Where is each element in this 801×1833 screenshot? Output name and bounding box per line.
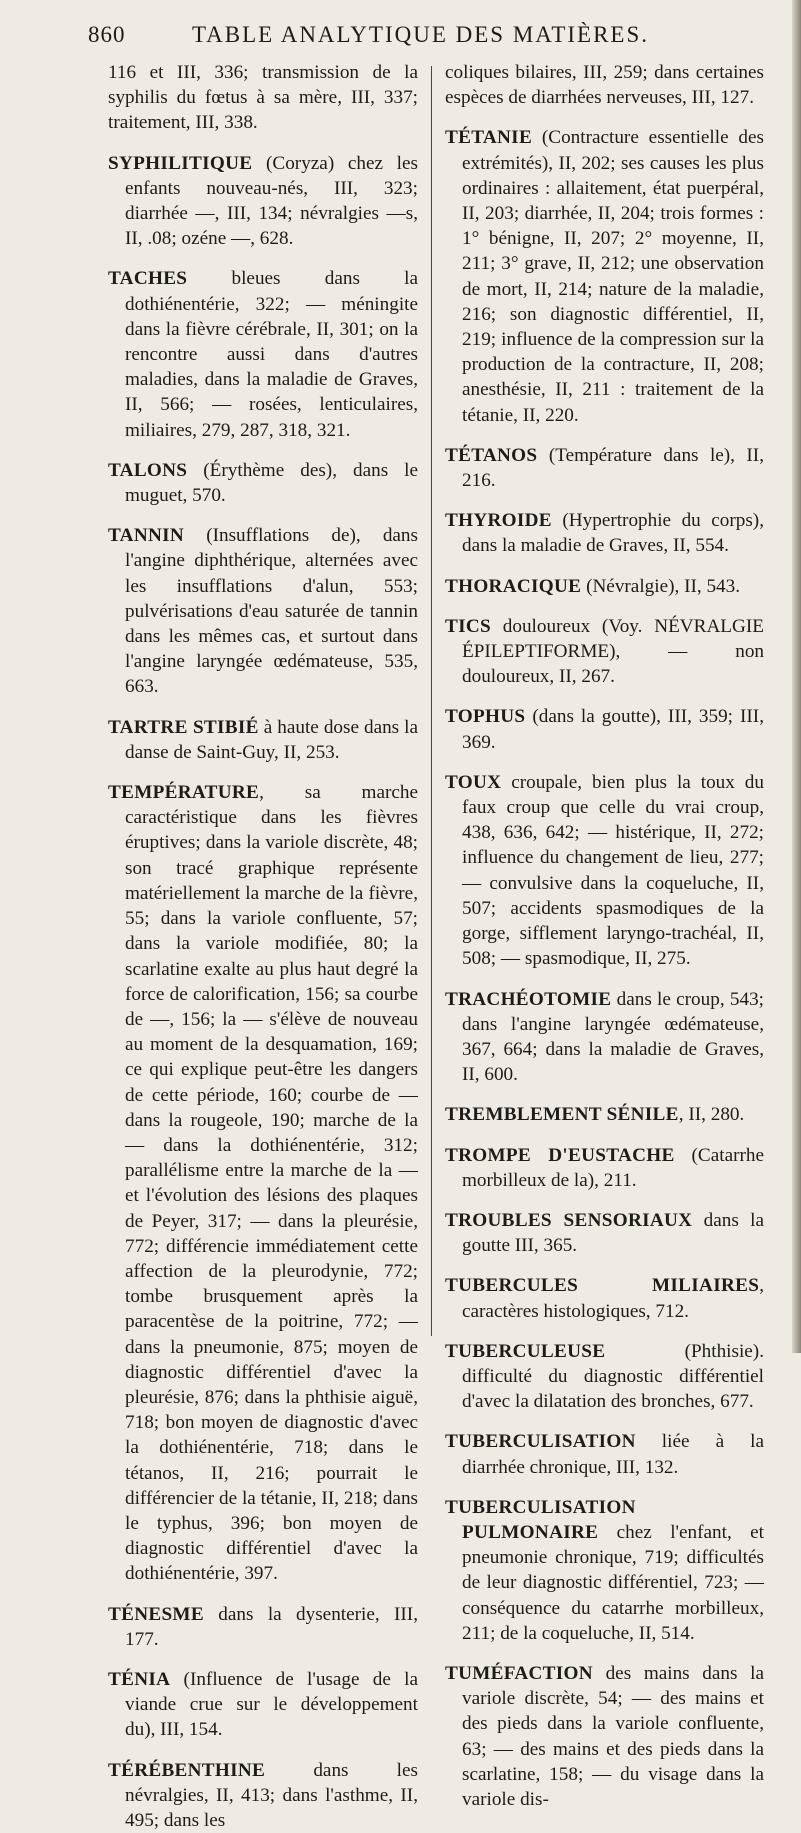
entry-headword: TALONS xyxy=(108,459,188,481)
entry-text: chez l'enfant, et pneumonie chronique, 719; difficultés de leur diagnostic différentiel, 723; — conséquence du catarrhe morbilleux, 211; de la coqueluche, II, 514. xyxy=(462,1521,764,1644)
running-title: TABLE ANALYTIQUE DES MATIÈRES. xyxy=(191,22,650,47)
entry-headword: TACHES xyxy=(108,268,188,290)
entry-text: douloureux (Voy. NÉVRALGIE ÉPILEPTIFORME), — non douloureux, II, 267. xyxy=(462,615,764,688)
index-entry xyxy=(445,1143,764,1193)
index-entry xyxy=(108,523,418,699)
entry-headword: TÉNESME xyxy=(108,1603,204,1625)
entry-text: (Névralgie), II, 543. xyxy=(581,575,741,597)
entry-headword: TUBERCULES MILIAIRES xyxy=(445,1275,760,1297)
entry-text: , caractères histologiques, 712. xyxy=(462,1275,764,1322)
index-entry xyxy=(108,715,418,765)
entry-headword: THYROIDE xyxy=(445,510,552,532)
entry-headword: TÉRÉBENTHINE xyxy=(108,1759,266,1781)
index-entry xyxy=(108,780,418,1587)
index-entry xyxy=(445,1429,764,1479)
index-entry xyxy=(108,1758,418,1833)
index-entry xyxy=(445,125,764,427)
index-entry xyxy=(445,614,764,690)
index-entry xyxy=(445,60,764,110)
entry-text: (Coryza) chez les enfants nouveau-nés, III, 323; diarrhée —, III, 134; névralgies —s, II, .08; ozéne —, 628. xyxy=(125,152,418,250)
index-entry xyxy=(108,151,418,252)
index-entry xyxy=(445,508,764,558)
entry-headword: TREMBLEMENT SÉNILE xyxy=(445,1104,679,1126)
index-entry xyxy=(108,60,418,136)
entry-headword: TRACHÉOTOMIE xyxy=(445,988,612,1010)
entry-text: (Érythème des), dans le muguet, 570. xyxy=(125,459,418,507)
index-entry xyxy=(445,1661,764,1812)
entry-text: dans la dysenterie, III, 177. xyxy=(125,1603,418,1650)
index-entry xyxy=(108,1667,418,1743)
entry-headword: TEMPÉRATURE xyxy=(108,782,260,804)
entry-headword: TOUX xyxy=(445,771,502,793)
index-entry xyxy=(445,1339,764,1415)
entry-headword: THORACIQUE xyxy=(445,575,582,597)
entry-text: coliques bilaires, III, 259; dans certaines espèces de diarrhées nerveuses, III, 127. xyxy=(445,62,764,109)
index-entry xyxy=(445,1273,764,1323)
entry-text: , II, 280. xyxy=(678,1104,745,1126)
index-entry xyxy=(445,1495,764,1646)
entry-text: , sa marche caractéristique dans les fièvres éruptives; dans la variole discrète, 48; son tracé graphique représente matériellement la marche de la fièvre, 55; dans la variole confluente, 57; dans la variole modifiée, 80; la scarlatine exalte au plus haut degré la force de calorification, 156; sa courbe de —, 156; la — s'élève de nouveau au moment de la desquamation, 169; ce qui explique peut-être les dangers de cette période, 160; courbe de — dans la rougeole, 190; marche de la — dans la dothiénentérie, 312; parallélisme entre la marche de la — et l'évolution des lésions des plaques de Peyer, 317; — dans la pleurésie, 772; différencie immédiatement cette affection de la pleurodynie, 772; tombe brusquement après la paracentèse de la poitrine, 772; — dans la pneumonie, 875; moyen de diagnostic différentiel d'avec la pleurésie, 876; dans la phthisie aiguë, 718; bon moyen de diagnostic d'avec la dothiénentérie, 718; dans le tétanos, II, 216; pourrait le différencier de la tétanie, II, 218; dans le typhus, 396; bon moyen de diagnostic différentiel d'avec la dothiénentérie, 397. xyxy=(125,782,418,1585)
page-number: 860 xyxy=(88,22,126,47)
entry-headword: TÉTANIE xyxy=(445,127,533,149)
index-entry xyxy=(445,987,764,1088)
entry-headword: TARTRE STIBIÉ xyxy=(108,716,259,738)
entry-text: bleues dans la dothiénentérie, 322; — méningite dans la fièvre cérébrale, II, 301; on la rencontre aussi dans d'autres maladies, dans la maladie de Graves, II, 566; — rosées, lenticulaires, miliaires, 279, 287, 318, 321. xyxy=(125,268,418,441)
entry-text: (Hypertrophie du corps), dans la maladie de Graves, II, 554. xyxy=(462,510,764,557)
entry-text: (Catarrhe morbilleux de la), 211. xyxy=(462,1144,764,1191)
index-entry xyxy=(445,443,764,493)
entry-text: dans le croup, 543; dans l'angine laryngée œdémateuse, 367, 664; dans la maladie de Graves, II, 600. xyxy=(462,988,764,1086)
entry-text: croupale, bien plus la toux du faux croup que celle du vrai croup, 438, 636, 642; — histérique, II, 272; influence du changement de lieu, 277; — convulsive dans la coqueluche, II, 507; accidents spasmodiques de la gorge, sifflement laryngo-trachéal, II, 508; — spasmodique, II, 275. xyxy=(462,771,764,970)
right-column xyxy=(445,60,764,1812)
entry-text: à haute dose dans la danse de Saint-Guy, II, 253. xyxy=(125,716,418,763)
entry-headword: TUBERCULISATION PULMONAIRE xyxy=(445,1496,636,1543)
entry-headword: TUBERCULEUSE xyxy=(445,1340,606,1362)
index-entry xyxy=(445,704,764,754)
entry-headword: TUMÉFACTION xyxy=(445,1662,593,1684)
entry-headword: TOPHUS xyxy=(445,706,526,728)
entry-text: des mains dans la variole discrète, 54; — des mains et des pieds dans la variole confluente, 63; — des mains et des pieds dans la scarlatine, 158; — du visage dans la variole dis- xyxy=(462,1662,764,1810)
entry-text: liée à la diarrhée chronique, III, 132. xyxy=(462,1431,764,1478)
entry-text: dans la goutte III, 365. xyxy=(462,1209,764,1257)
entry-text: (Contracture essentielle des extrémités), II, 202; ses causes les plus ordinaires : allaitement, état puerpéral, II, 203; diarrhée, II, 204; trois formes : 1° bénigne, II, 207; 2° moyenne, II, 211; 3° grave, II, 212; une observation de mort, II, 214; nature de la maladie, 216; son diagnostic différentiel, II, 219; influence de la compression sur la production de la contracture, II, 208; anesthésie, II, 211 : traitement de la tétanie, II, 220. xyxy=(462,127,764,426)
page-header xyxy=(80,22,761,52)
left-column xyxy=(108,60,418,1833)
index-entry xyxy=(445,1208,764,1258)
column-divider xyxy=(431,66,432,1336)
entry-text: (Température dans le), II, 216. xyxy=(462,444,764,492)
entry-text: 116 et III, 336; transmission de la syphilis du fœtus à sa mère, III, 337; traitement, III, 338. xyxy=(108,62,418,134)
entry-headword: TROMPE D'EUSTACHE xyxy=(445,1144,675,1166)
index-entry xyxy=(445,1102,764,1127)
index-entry xyxy=(108,458,418,508)
page-edge-shadow xyxy=(792,0,801,1353)
entry-text: dans les névralgies, II, 413; dans l'asthme, II, 495; dans les xyxy=(125,1759,418,1831)
index-entry xyxy=(445,574,764,599)
entry-headword: TÉTANOS xyxy=(445,444,538,466)
index-entry xyxy=(108,1602,418,1652)
entry-headword: TUBERCULISATION xyxy=(445,1431,636,1453)
entry-headword: TICS xyxy=(445,615,491,637)
entry-text: (Influence de l'usage de la viande crue sur le développement du), III, 154. xyxy=(125,1668,418,1741)
index-entry xyxy=(445,770,764,972)
entry-headword: TROUBLES SENSORIAUX xyxy=(445,1209,693,1231)
entry-text: (Phthisie). difficulté du diagnostic différentiel d'avec la dilatation des bronches, 677. xyxy=(462,1340,764,1413)
entry-headword: TANNIN xyxy=(108,525,185,547)
index-entry xyxy=(108,266,418,442)
entry-headword: SYPHILITIQUE xyxy=(108,152,253,174)
entry-headword: TÉNIA xyxy=(108,1668,171,1690)
entry-text: (dans la goutte), III, 359; III, 369. xyxy=(462,706,764,753)
entry-text: (Insufflations de), dans l'angine diphthérique, alternées avec les insufflations d'alun, 553; pulvérisations d'eau saturée de tannin dans les mêmes cas, et surtout dans l'angine laryngée œdémateuse, 535, 663. xyxy=(125,525,418,698)
